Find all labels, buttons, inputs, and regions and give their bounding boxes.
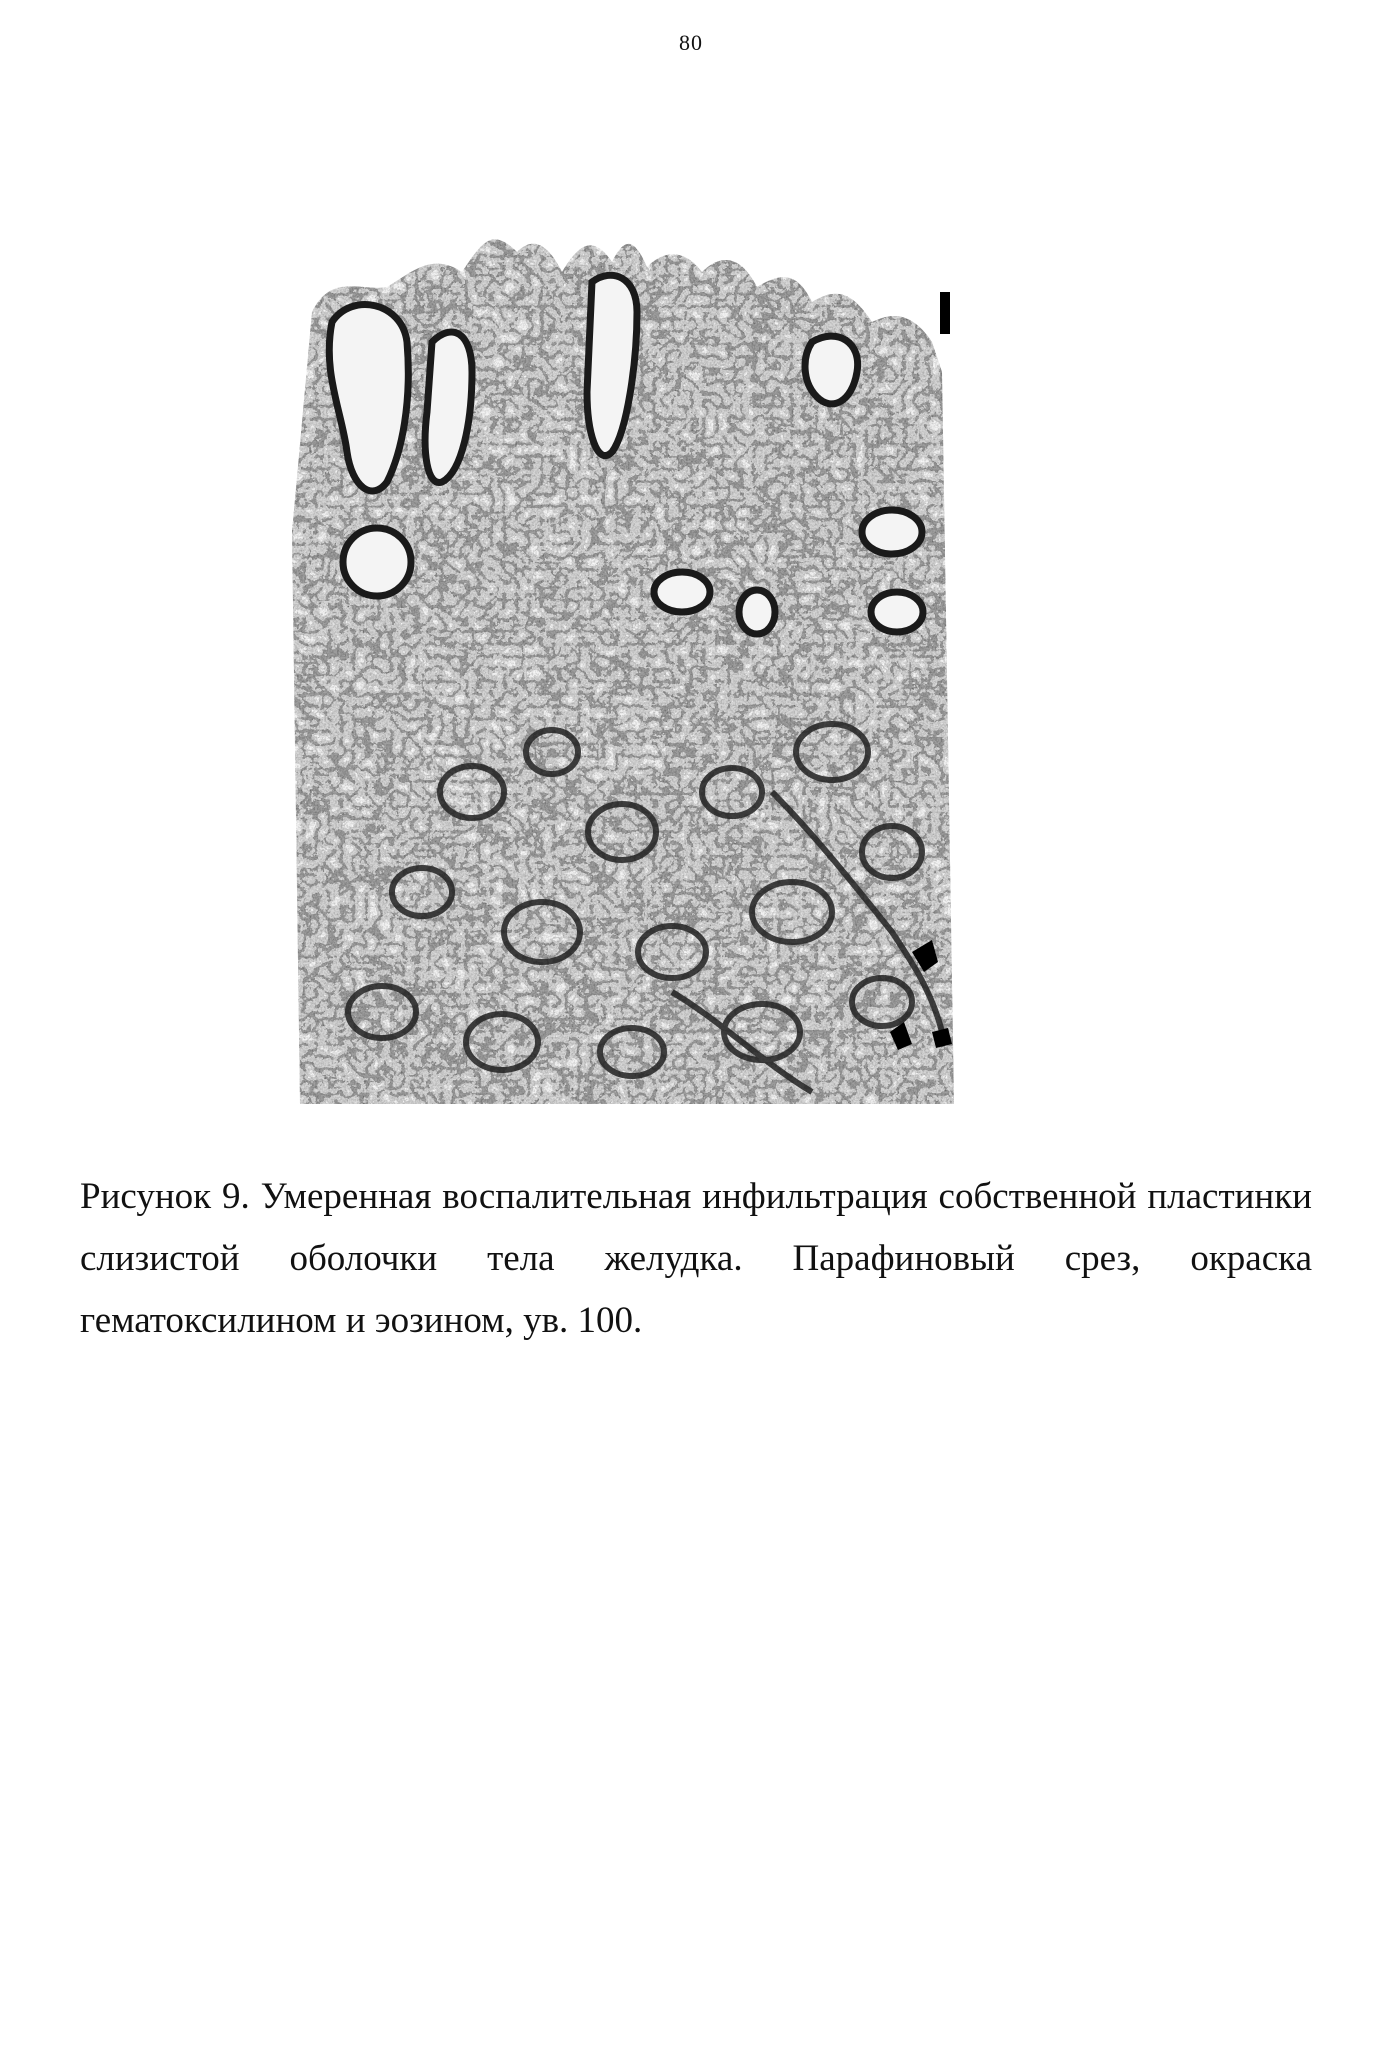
page-number: 80 [679,30,703,55]
histology-micrograph [292,232,964,1104]
figure-caption: Рисунок 9. Умеренная воспалительная инфильтрация собственной пластинки слизистой оболочки тела желудка. Парафиновый срез, окраска гематоксилином и эозином, ув. 100. [80,1176,1312,1341]
micrograph-drawing [292,232,964,1104]
